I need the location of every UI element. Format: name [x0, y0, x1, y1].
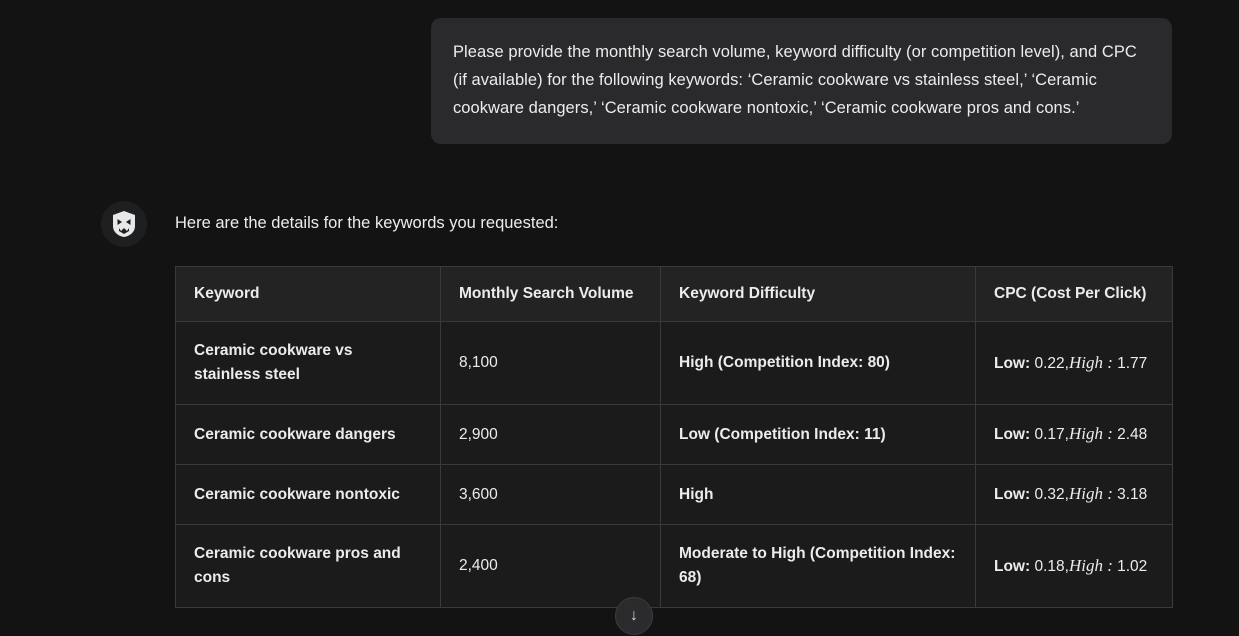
cpc-low-label: Low:	[994, 426, 1035, 443]
cell-volume: 2,400	[441, 525, 661, 608]
cell-cpc	[976, 322, 1173, 405]
cell-keyword: Ceramic cookware vs stainless steel	[176, 322, 441, 405]
cell-cpc	[976, 525, 1173, 608]
scroll-to-bottom-button[interactable]	[615, 597, 653, 635]
cpc-high-sep: :	[1102, 484, 1118, 503]
column-header-cpc: CPC (Cost Per Click)	[976, 267, 1173, 322]
assistant-intro-text: Here are the details for the keywords you requested:	[175, 214, 559, 232]
cell-volume: 3,600	[441, 465, 661, 525]
cpc-high-sep: :	[1102, 555, 1118, 575]
table-row	[176, 405, 1173, 465]
cpc-low-label: Low:	[994, 486, 1035, 503]
cpc-low-value: 0.22,	[1034, 354, 1069, 372]
cell-volume: 2,900	[441, 405, 661, 465]
cpc-high-sep: :	[1102, 352, 1118, 372]
table-header-row	[176, 267, 1173, 322]
cell-keyword: Ceramic cookware dangers	[176, 405, 441, 465]
cpc-low-value: 0.18,	[1034, 557, 1069, 575]
cell-difficulty: High (Competition Index: 80)	[661, 322, 976, 405]
table-row	[176, 525, 1173, 608]
bot-avatar-icon	[101, 201, 147, 247]
cell-keyword: Ceramic cookware nontoxic	[176, 465, 441, 525]
cpc-high-label: High	[1068, 555, 1103, 575]
cell-difficulty: Low (Competition Index: 11)	[661, 405, 976, 465]
cpc-low-value: 0.32,	[1034, 486, 1069, 503]
column-header-keyword: Keyword	[176, 267, 441, 322]
table-row	[176, 322, 1173, 405]
keyword-metrics-table	[175, 266, 1173, 608]
cpc-high-label: High	[1068, 424, 1103, 443]
cell-keyword: Ceramic cookware pros and cons	[176, 525, 441, 608]
cpc-low-label: Low:	[994, 354, 1035, 372]
assistant-body	[175, 196, 1175, 608]
cpc-low-label: Low:	[994, 557, 1035, 575]
cpc-low-value: 0.17,	[1034, 426, 1069, 443]
cpc-high-sep: :	[1102, 424, 1118, 443]
cpc-high-value: 1.02	[1117, 557, 1148, 575]
cpc-high-value: 3.18	[1117, 486, 1148, 503]
cell-volume: 8,100	[441, 322, 661, 405]
cell-difficulty: Moderate to High (Competition Index: 68)	[661, 525, 976, 608]
user-message-bubble: Please provide the monthly search volume, keyword difficulty (or competition level), and CPC (if available) for the following keywords: ‘Ceramic cookware vs stainless steel,’ ‘Ceramic cookware dangers,’ ‘Ceramic cookware nontoxic,’ ‘Ceramic cookware pros and cons.’	[431, 18, 1172, 144]
table-row	[176, 465, 1173, 525]
arrow-down-icon: ↓	[630, 607, 638, 624]
cpc-high-value: 2.48	[1117, 426, 1148, 443]
column-header-keyword-difficulty: Keyword Difficulty	[661, 267, 976, 322]
cpc-high-value: 1.77	[1117, 354, 1148, 372]
cell-cpc	[976, 465, 1173, 525]
user-message-row	[0, 0, 1239, 144]
cell-difficulty: High	[661, 465, 976, 525]
cpc-high-label: High	[1068, 484, 1103, 503]
column-header-monthly-search-volume: Monthly Search Volume	[441, 267, 661, 322]
cpc-high-label: High	[1068, 352, 1103, 372]
assistant-message-row	[0, 196, 1239, 608]
cell-cpc	[976, 405, 1173, 465]
